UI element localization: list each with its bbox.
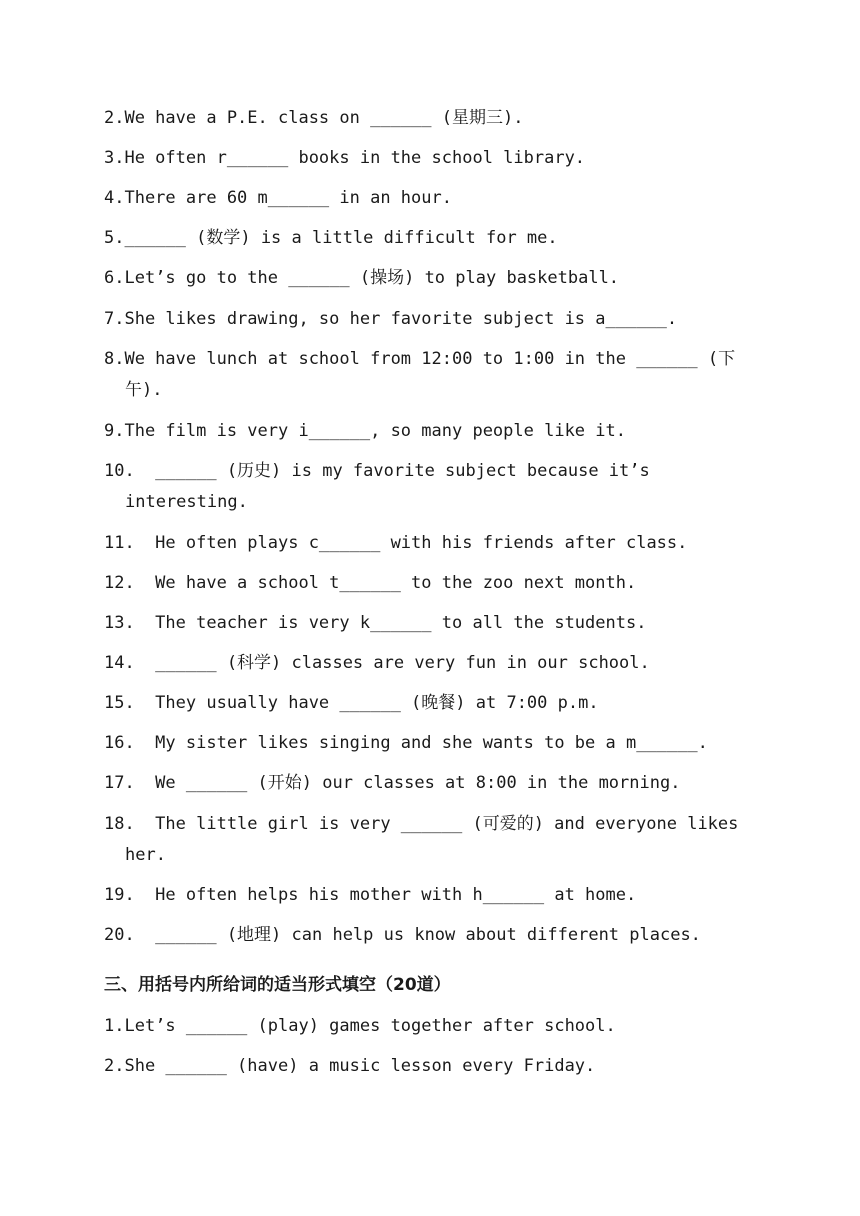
question-4: 4.There are 60 m______ in an hour. bbox=[104, 188, 452, 208]
question-9: 9.The film is very i______, so many people like it. bbox=[104, 421, 626, 441]
question-17: 17. We ______ (开始) our classes at 8:00 in the morning. bbox=[104, 773, 681, 793]
question-3: 3.He often r______ books in the school library. bbox=[104, 148, 586, 168]
question-5: 5.______ (数学) is a little difficult for me. bbox=[104, 228, 558, 248]
question-15: 15. They usually have ______ (晚餐) at 7:00 p.m. bbox=[104, 693, 599, 713]
question-6: 6.Let’s go to the ______ (操场) to play basketball. bbox=[104, 268, 620, 288]
question-12: 12. We have a school t______ to the zoo next month. bbox=[104, 573, 637, 593]
question-8-continuation: 午). bbox=[125, 380, 163, 400]
question-13: 13. The teacher is very k______ to all the students. bbox=[104, 613, 647, 633]
question-18: 18. The little girl is very ______ (可爱的) and everyone likes bbox=[104, 814, 739, 834]
section-3-question-2: 2.She ______ (have) a music lesson every Friday. bbox=[104, 1056, 596, 1076]
section-3-question-1: 1.Let’s ______ (play) games together after school. bbox=[104, 1016, 616, 1036]
question-8: 8.We have lunch at school from 12:00 to 1:00 in the ______ (下 bbox=[104, 349, 736, 369]
question-16: 16. My sister likes singing and she wants to be a m______. bbox=[104, 733, 708, 753]
question-7: 7.She likes drawing, so her favorite subject is a______. bbox=[104, 309, 678, 329]
question-10: 10. ______ (历史) is my favorite subject because it’s bbox=[104, 461, 650, 481]
question-10-continuation: interesting. bbox=[125, 492, 248, 512]
question-11: 11. He often plays c______ with his friends after class. bbox=[104, 533, 688, 553]
question-20: 20. ______ (地理) can help us know about different places. bbox=[104, 925, 701, 945]
section-3-title: 三、用括号内所给词的适当形式填空（20道） bbox=[104, 975, 451, 995]
question-19: 19. He often helps his mother with h______ at home. bbox=[104, 885, 637, 905]
question-14: 14. ______ (科学) classes are very fun in our school. bbox=[104, 653, 650, 673]
question-18-continuation: her. bbox=[125, 845, 166, 865]
question-2: 2.We have a P.E. class on ______ (星期三). bbox=[104, 108, 524, 128]
